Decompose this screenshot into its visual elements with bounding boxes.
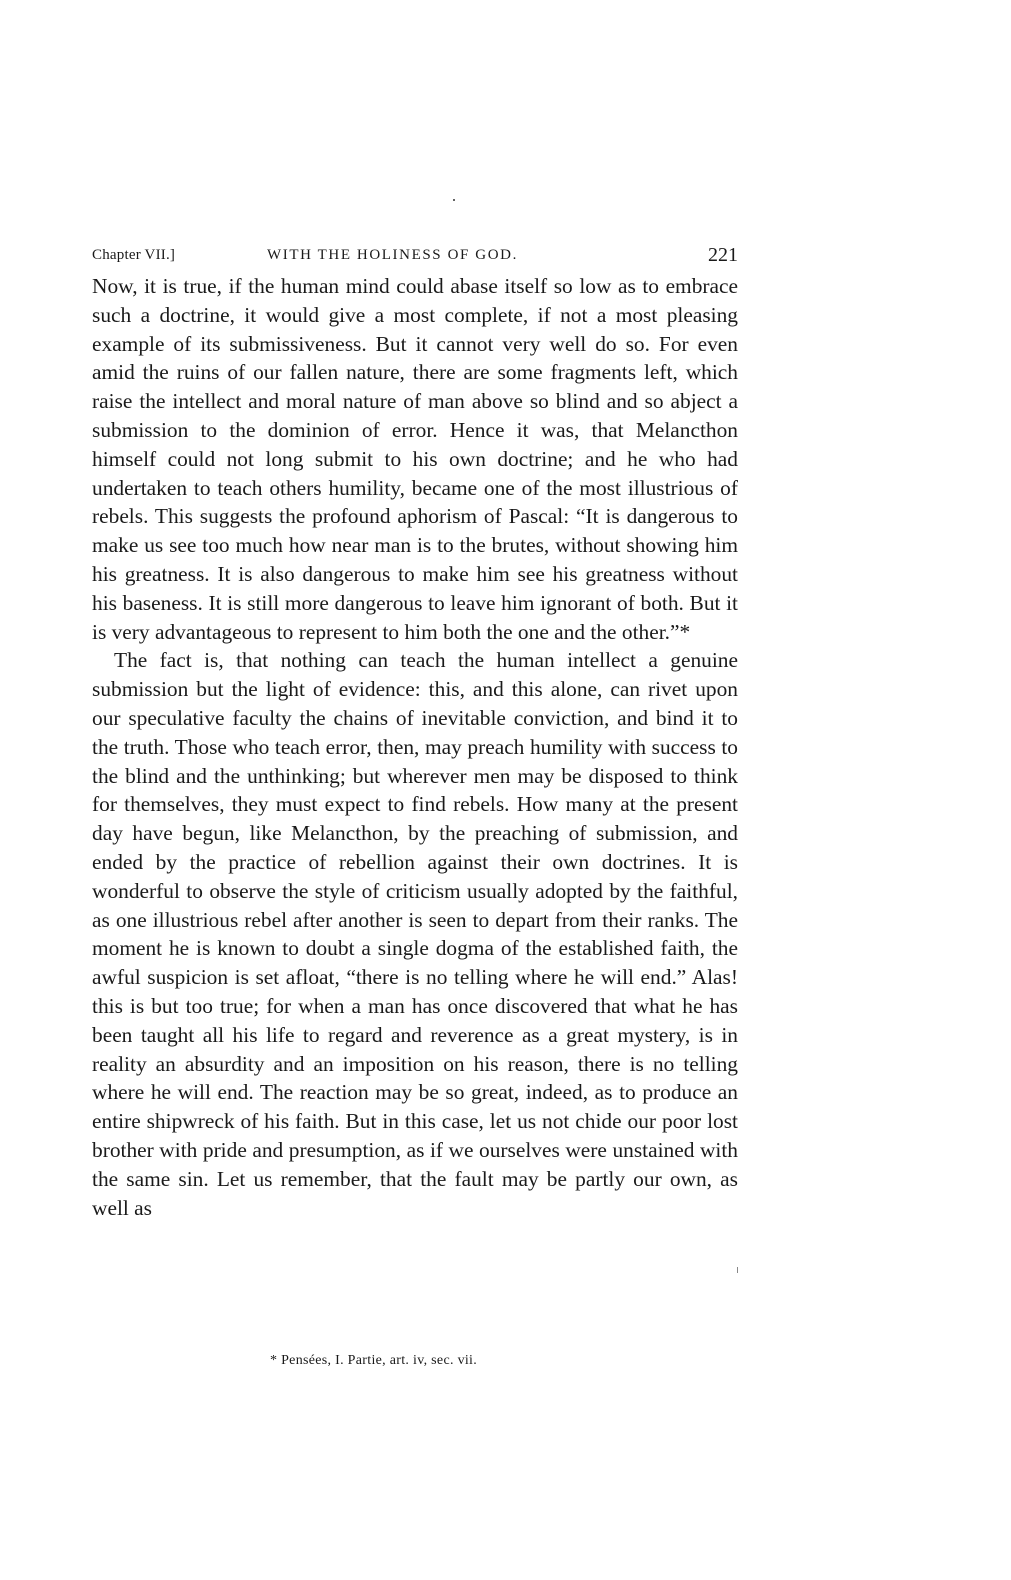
ink-speck	[453, 199, 455, 201]
paragraph: The fact is, that nothing can teach the human intellect a genuine submission but the light of evidence: this, and this alone, can rivet upon our speculative faculty the chains of inevitable conviction, and bind it to the truth. Those who teach error, then, may preach humility with success to the blind and the unthinking; but wherever men may be disposed to think for themselves, they must expect to find rebels. How many at the present day have begun, like Melancthon, by the preaching of submission, and ended by the practice of rebellion against their own doctrines. It is wonderful to observe the style of criticism usually adopted by the faithful, as one illustrious rebel after another is seen to depart from their ranks. The moment he is known to doubt a single dogma of the established faith, the awful suspicion is set afloat, “there is no telling where he will end.” Alas! this is but too true; for when a man has once discovered that what he has been taught all his life to regard and reverence as a great mystery, is in reality an absurdity and an imposition on his reason, there is no telling where he will end. The reaction may be so great, indeed, as to produce an entire shipwreck of his faith. But in this case, let us not chide our poor lost brother with pride and presumption, as if we ourselves were unstained with the same sin. Let us remember, that the fault may be partly our own, as well as	[92, 648, 738, 1220]
running-head	[92, 244, 738, 268]
margin-mark	[737, 1267, 738, 1273]
running-title: WITH THE HOLINESS OF GOD.	[267, 247, 518, 263]
paragraph: Now, it is true, if the human mind could abase itself so low as to embrace such a doctrine, it would give a most complete, if not a most pleasing example of its submissiveness. But it cannot very well do so. For even amid the ruins of our fallen nature, there are some fragments left, which raise the intellect and moral nature of man above so blind and so abject a submission to the dominion of error. Hence it was, that Melancthon himself could not long submit to his own doctrine; and he who had undertaken to teach others humility, became one of the most illustrious of rebels. This suggests the profound aphorism of Pascal: “It is dangerous to make us see too much how near man is to the brutes, without showing him his greatness. It is also dangerous to make him see his greatness without his baseness. It is still more dangerous to leave him ignorant of both. But it is very advantageous to represent to him both the one and the other.”*	[92, 274, 738, 644]
page-number: 221	[708, 244, 738, 266]
chapter-reference: Chapter VII.]	[92, 247, 176, 263]
body-text	[92, 272, 738, 1222]
footnote: * Pensées, I. Partie, art. iv, sec. vii.	[270, 1353, 478, 1368]
